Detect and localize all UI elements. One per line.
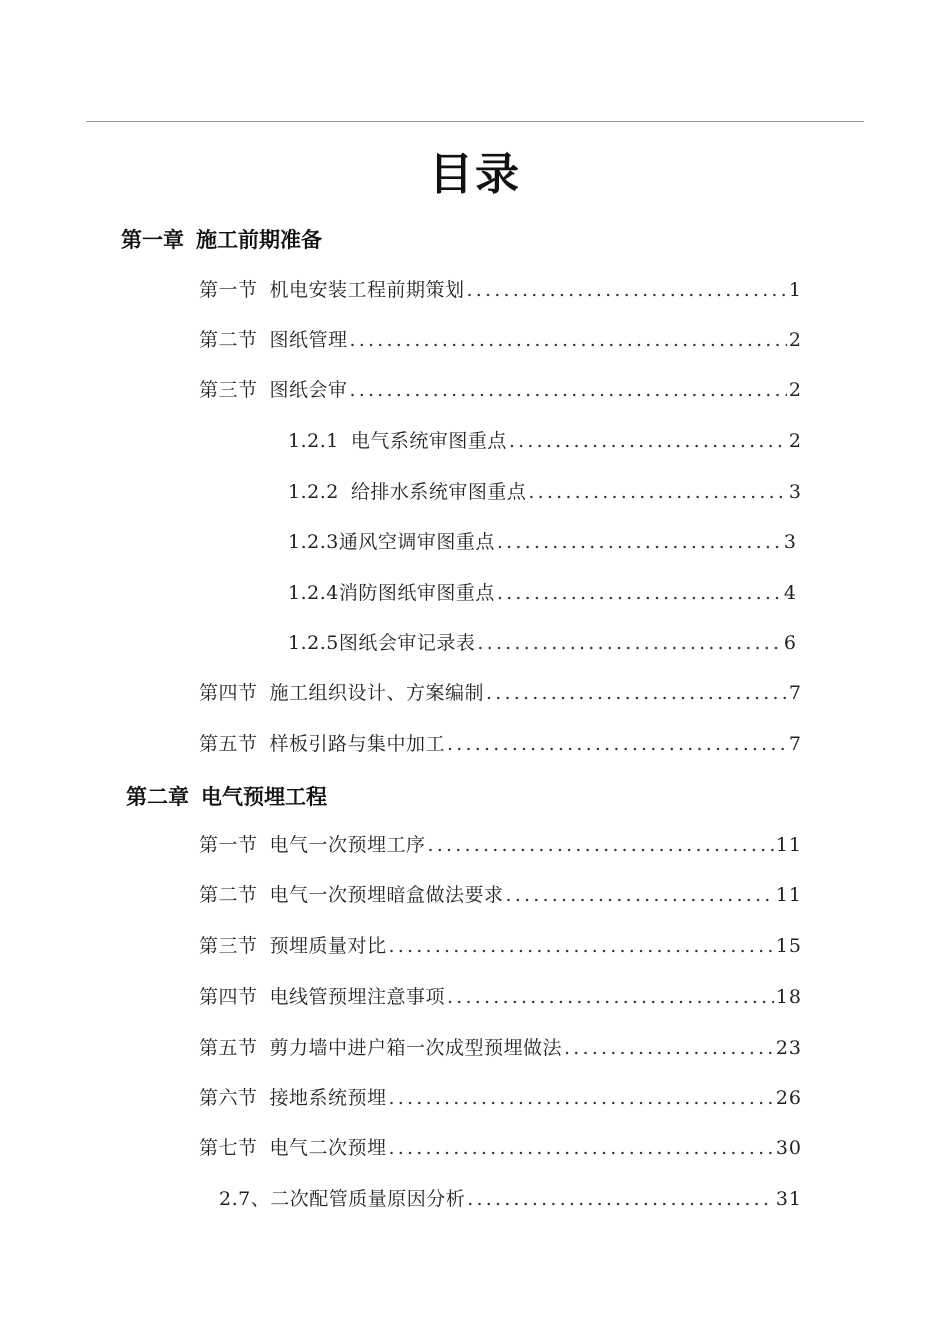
dot-leader — [389, 933, 774, 959]
chapter-heading-1[interactable] — [121, 224, 322, 254]
entry-text: 给排水系统审图重点 — [350, 481, 527, 503]
chapter-name: 电气预埋工程 — [201, 785, 327, 809]
dot-leader — [389, 1135, 774, 1161]
toc-entry[interactable] — [199, 933, 802, 959]
toc-entry[interactable] — [199, 984, 802, 1010]
entry-number: 第七节 — [199, 1137, 258, 1159]
entry-number: 第三节 — [199, 379, 258, 401]
dot-leader — [428, 832, 774, 858]
toc-entry[interactable] — [288, 529, 797, 555]
entry-text: 电气一次预埋暗盒做法要求 — [269, 884, 504, 906]
dot-leader — [497, 580, 782, 606]
entry-number: 第五节 — [199, 733, 258, 755]
entry-text: 电线管预埋注意事项 — [269, 986, 446, 1008]
page-number: 30 — [775, 1137, 802, 1159]
page-number: 11 — [775, 884, 802, 906]
entry-number: 1.2.3 — [288, 531, 339, 553]
dot-leader — [528, 479, 787, 505]
dot-leader — [506, 882, 774, 908]
dot-leader — [350, 327, 787, 353]
entry-text: 样板引路与集中加工 — [269, 733, 446, 755]
entry-text: 二次配管质量原因分析 — [270, 1188, 466, 1210]
entry-text: 图纸管理 — [269, 329, 348, 351]
dot-leader — [467, 1186, 774, 1212]
header-rule — [86, 121, 864, 122]
dot-leader — [447, 984, 774, 1010]
page-number: 15 — [775, 935, 802, 957]
entry-number: 第一节 — [199, 279, 258, 301]
chapter-name: 施工前期准备 — [196, 228, 322, 252]
toc-entry[interactable] — [199, 1035, 802, 1061]
page-number: 1 — [788, 279, 802, 301]
page-number: 23 — [775, 1037, 802, 1059]
entry-number: 第四节 — [199, 682, 258, 704]
entry-text: 施工组织设计、方案编制 — [269, 682, 485, 704]
page-number: 2 — [788, 430, 802, 452]
dot-leader — [497, 529, 782, 555]
toc-entry[interactable] — [199, 377, 802, 403]
toc-entry[interactable] — [199, 832, 802, 858]
entry-number: 第二节 — [199, 884, 258, 906]
toc-entry[interactable] — [288, 428, 802, 454]
toc-entry[interactable] — [288, 630, 797, 656]
entry-text: 通风空调审图重点 — [338, 531, 495, 553]
chapter-label: 第一章 — [121, 228, 184, 252]
entry-text: 电气系统审图重点 — [350, 430, 507, 452]
toc-entry[interactable] — [199, 680, 802, 706]
entry-number: 1.2.1 — [288, 430, 339, 452]
entry-text: 图纸会审记录表 — [338, 632, 476, 654]
toc-entry[interactable] — [199, 882, 802, 908]
entry-number: 1.2.2 — [288, 481, 339, 503]
dot-leader — [509, 428, 787, 454]
dot-leader — [447, 731, 787, 757]
entry-text: 图纸会审 — [269, 379, 348, 401]
entry-text: 电气二次预埋 — [269, 1137, 387, 1159]
toc-entry[interactable] — [288, 580, 797, 606]
toc-entry[interactable] — [288, 479, 802, 505]
entry-text: 接地系统预埋 — [269, 1087, 387, 1109]
page-number: 3 — [783, 531, 797, 553]
page-number: 6 — [783, 632, 797, 654]
entry-text: 预埋质量对比 — [269, 935, 387, 957]
entry-number: 第一节 — [199, 834, 258, 856]
dot-leader — [486, 680, 787, 706]
toc-entry[interactable] — [219, 1186, 802, 1212]
entry-number: 1.2.4 — [288, 582, 339, 604]
entry-number: 第三节 — [199, 935, 258, 957]
page-number: 4 — [783, 582, 797, 604]
entry-number: 第六节 — [199, 1087, 258, 1109]
entry-number: 2.7、 — [219, 1188, 271, 1210]
chapter-heading-2[interactable] — [126, 781, 327, 811]
toc-title: 目录 — [429, 149, 521, 200]
toc-entry[interactable] — [199, 277, 802, 303]
page-number: 3 — [788, 481, 802, 503]
page-number: 7 — [788, 733, 802, 755]
entry-number: 1.2.5 — [288, 632, 339, 654]
dot-leader — [389, 1085, 774, 1111]
dot-leader — [477, 630, 782, 656]
page-number: 11 — [775, 834, 802, 856]
page-number: 18 — [775, 986, 802, 1008]
entry-text: 消防图纸审图重点 — [338, 582, 495, 604]
entry-number: 第五节 — [199, 1037, 258, 1059]
dot-leader — [467, 277, 787, 303]
entry-number: 第二节 — [199, 329, 258, 351]
page-number: 26 — [775, 1087, 802, 1109]
entry-number: 第四节 — [199, 986, 258, 1008]
entry-text: 机电安装工程前期策划 — [269, 279, 465, 301]
page-number: 2 — [788, 379, 802, 401]
dot-leader — [564, 1035, 774, 1061]
entry-text: 电气一次预埋工序 — [269, 834, 426, 856]
toc-entry[interactable] — [199, 1085, 802, 1111]
page-number: 7 — [788, 682, 802, 704]
dot-leader — [350, 377, 787, 403]
toc-entry[interactable] — [199, 327, 802, 353]
toc-entry[interactable] — [199, 1135, 802, 1161]
toc-entry[interactable] — [199, 731, 802, 757]
entry-text: 剪力墙中进户箱一次成型预埋做法 — [269, 1037, 563, 1059]
page-number: 2 — [788, 329, 802, 351]
page-number: 31 — [775, 1188, 802, 1210]
chapter-label: 第二章 — [126, 785, 189, 809]
